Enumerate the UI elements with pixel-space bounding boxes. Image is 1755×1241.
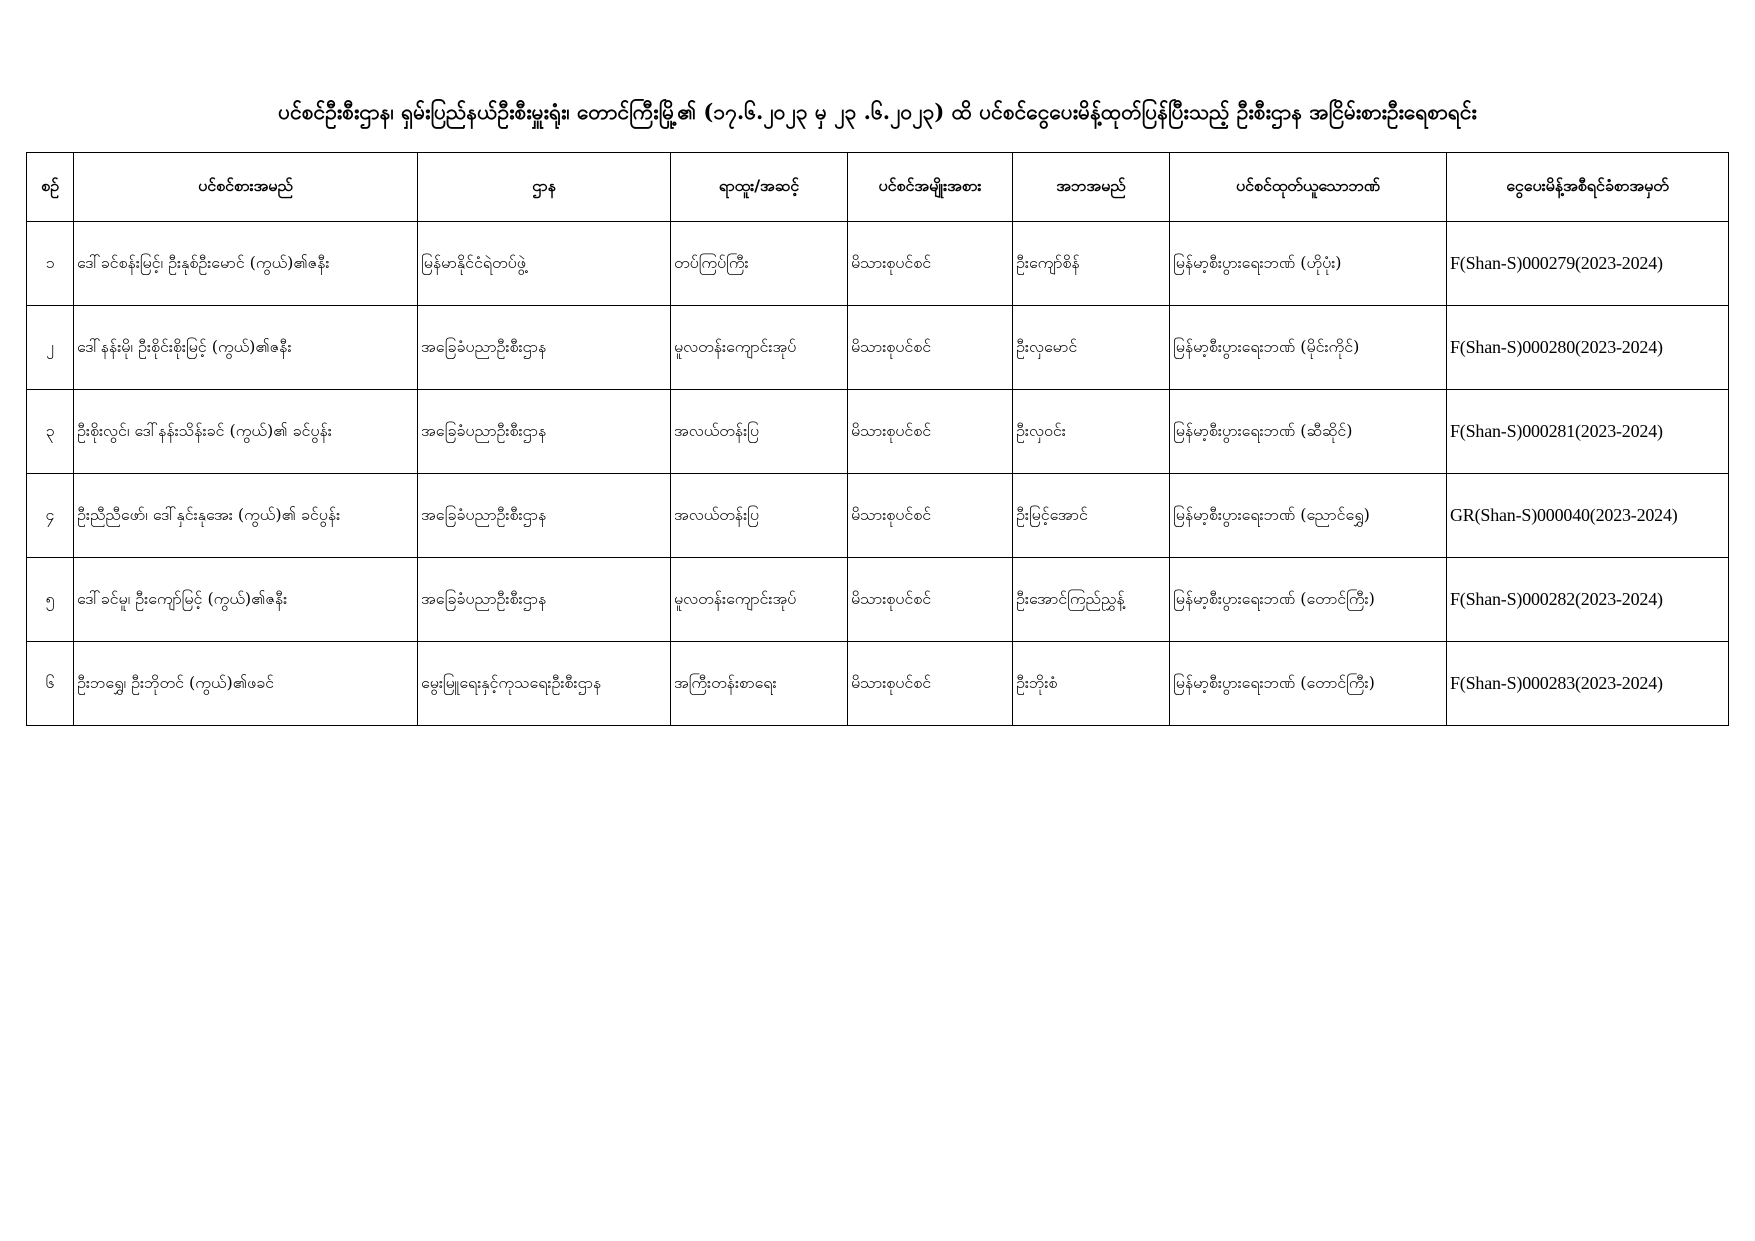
cell-father-name: ဦးလှမောင် <box>1013 306 1170 390</box>
cell-serial-no: ၅ <box>27 558 74 642</box>
cell-rank: မူလတန်းကျောင်းအုပ် <box>671 558 848 642</box>
cell-order-number: GR(Shan-S)000040(2023-2024) <box>1447 474 1729 558</box>
cell-pension-type: မိသားစုပင်စင် <box>848 474 1013 558</box>
cell-pension-type: မိသားစုပင်စင် <box>848 390 1013 474</box>
cell-order-number: F(Shan-S)000280(2023-2024) <box>1447 306 1729 390</box>
cell-father-name: ဦးလှဝင်း <box>1013 390 1170 474</box>
cell-pensioner-name: ဦးညီညီဖော်၊ ဒေါ်နှင်းနုအေး (ကွယ်)၏ ခင်ပွန်း <box>74 474 418 558</box>
cell-pensioner-name: ဒေါ်ခင်စန်းမြင့်၊ ဦးနုစ်ဦးမောင် (ကွယ်)၏ဇနီး <box>74 222 418 306</box>
cell-rank: အလယ်တန်းပြ <box>671 390 848 474</box>
cell-bank: မြန်မာ့စီးပွားရေးဘဏ် (ဟိုပုံး) <box>1170 222 1447 306</box>
cell-rank: အကြီးတန်းစာရေး <box>671 642 848 726</box>
cell-bank: မြန်မာ့စီးပွားရေးဘဏ် (ညောင်ရွှေ) <box>1170 474 1447 558</box>
header-pension-type: ပင်စင်အမျိုးအစား <box>848 153 1013 222</box>
cell-department: အခြေခံပညာဦးစီးဌာန <box>418 306 671 390</box>
table-row <box>27 306 1729 390</box>
cell-order-number: F(Shan-S)000281(2023-2024) <box>1447 390 1729 474</box>
cell-department: အခြေခံပညာဦးစီးဌာန <box>418 390 671 474</box>
cell-order-number: F(Shan-S)000279(2023-2024) <box>1447 222 1729 306</box>
cell-father-name: ဦးမြင့်အောင် <box>1013 474 1170 558</box>
table-row <box>27 474 1729 558</box>
cell-rank: အလယ်တန်းပြ <box>671 474 848 558</box>
cell-bank: မြန်မာ့စီးပွားရေးဘဏ် (မိုင်းကိုင်) <box>1170 306 1447 390</box>
header-order-number: ငွေပေးမိန့်အစီရင်ခံစာအမှတ် <box>1447 153 1729 222</box>
cell-pensioner-name: ဒေါ်နန်းမို၊ ဦးစိုင်းစိုးမြင့် (ကွယ်)၏ဇနီး <box>74 306 418 390</box>
cell-rank: တပ်ကြပ်ကြီး <box>671 222 848 306</box>
cell-serial-no: ၁ <box>27 222 74 306</box>
cell-serial-no: ၃ <box>27 390 74 474</box>
cell-department: အခြေခံပညာဦးစီးဌာန <box>418 558 671 642</box>
cell-serial-no: ၄ <box>27 474 74 558</box>
cell-pension-type: မိသားစုပင်စင် <box>848 222 1013 306</box>
header-serial-no: စဉ် <box>27 153 74 222</box>
cell-pension-type: မိသားစုပင်စင် <box>848 642 1013 726</box>
cell-department: မြန်မာနိုင်ငံရဲတပ်ဖွဲ့ <box>418 222 671 306</box>
cell-father-name: ဦးကျော်စိန် <box>1013 222 1170 306</box>
header-rank: ရာထူး/အဆင့် <box>671 153 848 222</box>
cell-pensioner-name: ဦးစိုးလွင်၊ ဒေါ်နန်းသိန်းခင် (ကွယ်)၏ ခင်ပွန်း <box>74 390 418 474</box>
cell-pensioner-name: ဦးဘရွှေ၊ ဦးဘိုတင် (ကွယ်)၏ဖခင် <box>74 642 418 726</box>
cell-department: အခြေခံပညာဦးစီးဌာန <box>418 474 671 558</box>
cell-department: မွေးမြူရေးနှင့်ကုသရေးဦးစီးဌာန <box>418 642 671 726</box>
header-department: ဌာန <box>418 153 671 222</box>
cell-pension-type: မိသားစုပင်စင် <box>848 558 1013 642</box>
table-row <box>27 558 1729 642</box>
header-father-name: အဘအမည် <box>1013 153 1170 222</box>
cell-bank: မြန်မာ့စီးပွားရေးဘဏ် (တောင်ကြီး) <box>1170 642 1447 726</box>
cell-bank: မြန်မာ့စီးပွားရေးဘဏ် (တောင်ကြီး) <box>1170 558 1447 642</box>
page-title: ပင်စင်ဦးစီးဌာန၊ ရှမ်းပြည်နယ်ဦးစီးမှူးရုံး၊ တောင်ကြီးမြို့၏ (၁၇.၆.၂၀၂၃ မှ ၂၃ .၆.၂၀၂၃) ထိ ပင်စင်ငွေပေးမိန့်ထုတ်ပြန်ပြီးသည့် ဦးစီးဌာန အငြိမ်းစားဦးရေစာရင်း <box>278 99 1477 124</box>
cell-serial-no: ၆ <box>27 642 74 726</box>
header-bank: ပင်စင်ထုတ်ယူသောဘဏ် <box>1170 153 1447 222</box>
header-pensioner-name: ပင်စင်စားအမည် <box>74 153 418 222</box>
cell-order-number: F(Shan-S)000283(2023-2024) <box>1447 642 1729 726</box>
cell-pensioner-name: ဒေါ်ခင်မူ၊ ဦးကျော်မြင့် (ကွယ်)၏ဇနီး <box>74 558 418 642</box>
table-header-row <box>27 153 1729 222</box>
cell-rank: မူလတန်းကျောင်းအုပ် <box>671 306 848 390</box>
pensioner-table <box>26 152 1729 726</box>
cell-pension-type: မိသားစုပင်စင် <box>848 306 1013 390</box>
cell-order-number: F(Shan-S)000282(2023-2024) <box>1447 558 1729 642</box>
table-row <box>27 222 1729 306</box>
table-row <box>27 642 1729 726</box>
cell-serial-no: ၂ <box>27 306 74 390</box>
cell-bank: မြန်မာ့စီးပွားရေးဘဏ် (ဆီဆိုင်) <box>1170 390 1447 474</box>
cell-father-name: ဦးအောင်ကြည်ညွှန့် <box>1013 558 1170 642</box>
cell-father-name: ဦးဘိုးစံ <box>1013 642 1170 726</box>
table-row <box>27 390 1729 474</box>
